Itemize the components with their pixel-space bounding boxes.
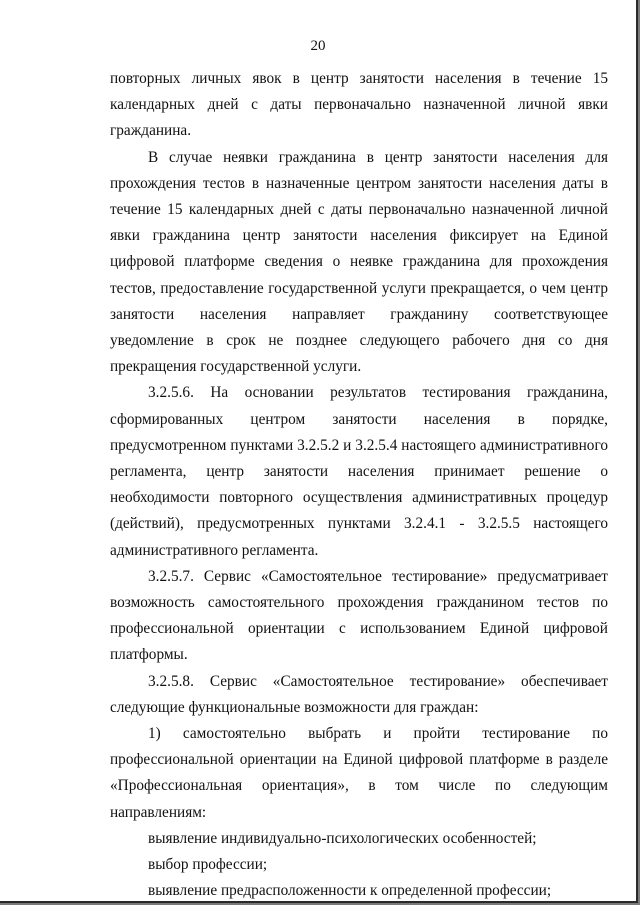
paragraph-non-appearance: В случае неявки гражданина в центр занятости населения для прохождения тестов в назначенные центром занятости населения даты в течение 15 календарных дней с даты первоначально назначенной личной явки гражданина центр занятости населения фиксирует на Единой цифровой платформе сведения о неявке гражданина для прохождения тестов, предоставление государственной услуги прекращается, о чем центр занятости населения направляет гражданину соответствующее уведомление в срок не позднее следующего рабочего дня со дня прекращения государственной услуги. xyxy=(110,148,608,376)
list-subitem-profession-choice: выбор профессии; xyxy=(148,856,268,874)
paragraph-3-2-5-7: 3.2.5.7. Сервис «Самостоятельное тестирование» предусматривает возможность самостоятельного прохождения гражданином тестов по профессиональной ориентации с использованием Единой цифровой платформы. xyxy=(110,567,608,664)
list-subitem-psychological: выявление индивидуально-психологических особенностей; xyxy=(148,829,537,847)
document-body xyxy=(110,66,608,905)
page-number: 20 xyxy=(310,38,326,54)
paragraph-continuation: повторных личных явок в центр занятости населения в течение 15 календарных дней с даты первоначально назначенной личной явки гражданина. xyxy=(110,70,608,140)
paragraph-3-2-5-6: 3.2.5.6. На основании результатов тестирования гражданина, сформированных центром занятости населения в порядке, предусмотренном пунктами 3.2.5.2 и 3.2.5.4 настоящего административного регламента, центр занятости населения принимает решение о необходимости повторного осуществления административных процедур (действий), предусмотренных пунктами 3.2.4.1 - 3.2.5.5 настоящего административного регламента. xyxy=(110,384,608,559)
list-subitem-predisposition: выявление предрасположенности к определенной профессии; xyxy=(148,882,552,900)
list-item-1: 1) самостоятельно выбрать и пройти тестирование по профессиональной ориентации на Единой цифровой платформе в разделе «Профессиональная ориентация», в том числе по следующим направлениям: xyxy=(110,725,608,821)
paragraph-3-2-5-8: 3.2.5.8. Сервис «Самостоятельное тестирование» обеспечивает следующие функциональные возможности для граждан: xyxy=(110,672,608,716)
